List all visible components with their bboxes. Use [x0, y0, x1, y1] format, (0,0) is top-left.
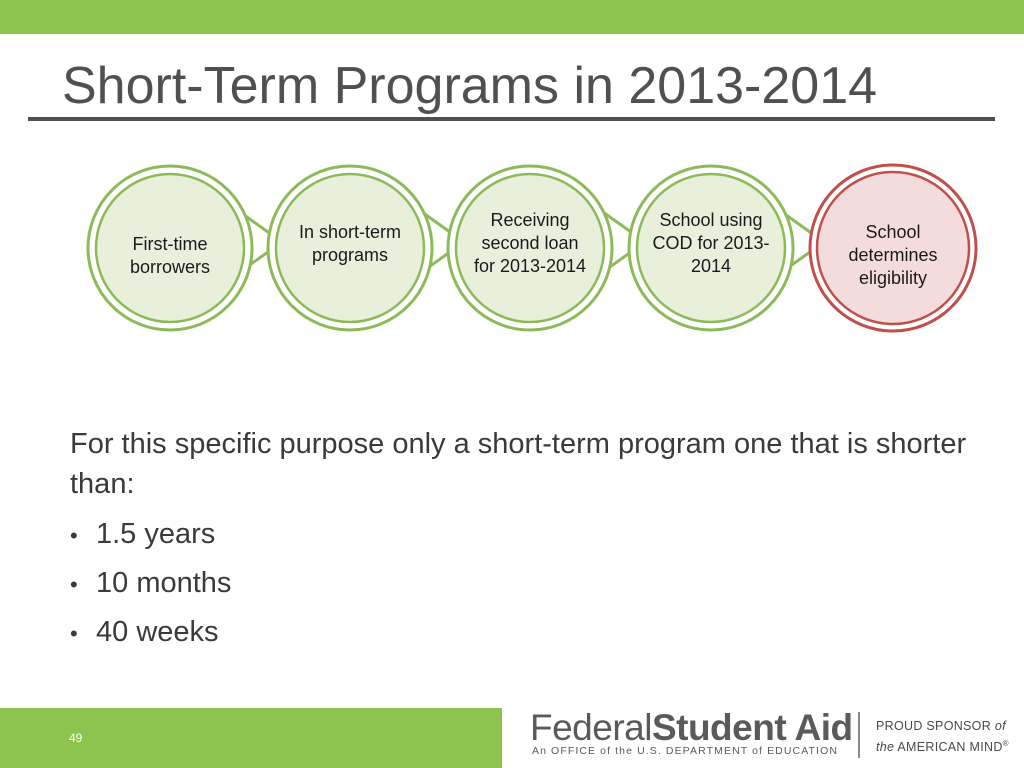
list-item-text: 1.5 years: [96, 518, 216, 550]
federal-student-aid-logo: [530, 706, 1010, 762]
slide-title: Short-Term Programs in 2013-2014: [62, 57, 878, 115]
flow-step-3-label: Receiving second loan for 2013-2014: [473, 210, 587, 276]
logo-divider: [858, 712, 860, 758]
sponsor-line2-b: AMERICAN MIND: [897, 740, 1003, 755]
intro-paragraph: For this specific purpose only a short-term program one that is shorter than:: [70, 428, 967, 500]
flow-step-2-label: In short-term programs: [298, 222, 402, 265]
page-number: 49: [69, 731, 83, 745]
list-item-text: 10 months: [96, 567, 232, 599]
flow-step-1-label: First-time borrowers: [129, 234, 211, 277]
logo-tagline: An OFFICE of the U.S. DEPARTMENT of EDUCATION: [532, 745, 839, 757]
logo-word-student-aid: Student Aid: [651, 707, 853, 748]
registered-mark-icon: ®: [1002, 739, 1009, 748]
flow-step-4-label: School using COD for 2013-2014: [652, 210, 770, 276]
sponsor-line1-b: of: [994, 719, 1006, 733]
bullet-icon: •: [70, 621, 78, 646]
bullet-icon: •: [70, 523, 78, 548]
sponsor-line2-a: the: [876, 740, 895, 755]
bullet-icon: •: [70, 572, 78, 597]
logo-wordmark: [530, 708, 853, 748]
list-item: [70, 510, 970, 559]
list-item: [70, 608, 970, 657]
flow-step-5-label: School determines eligibility: [848, 222, 938, 288]
criteria-list: [70, 510, 970, 657]
sponsor-text: [876, 718, 1009, 756]
process-flow: [0, 160, 1024, 350]
body-content: [70, 424, 970, 657]
logo-word-federal: Federal: [530, 707, 652, 748]
list-item: [70, 559, 970, 608]
sponsor-line1-a: PROUD SPONSOR: [876, 719, 992, 733]
top-accent-bar: [0, 0, 1024, 34]
list-item-text: 40 weeks: [96, 616, 219, 648]
title-underline: [28, 117, 995, 121]
